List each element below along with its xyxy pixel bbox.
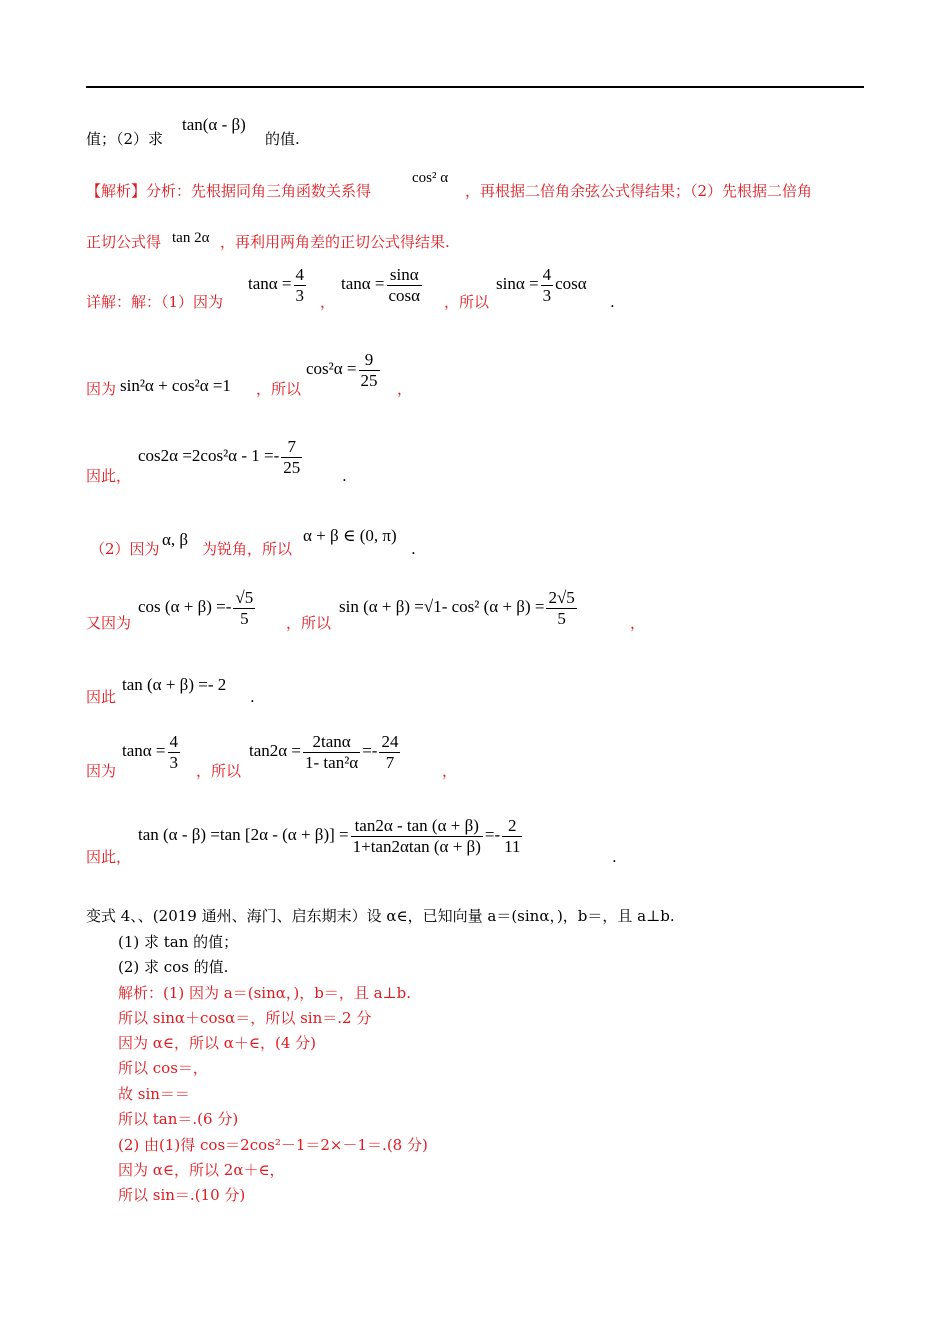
- s2-a: 因此，: [86, 467, 132, 485]
- s5-a: 因此: [86, 688, 117, 706]
- fraction: [379, 732, 400, 772]
- denominator: 11: [504, 836, 521, 856]
- eq-lhs: tanα =: [341, 273, 385, 293]
- fraction: [233, 588, 255, 628]
- eq-lhs: cos (α + β) =-: [138, 596, 232, 616]
- analysis-text-3: ，再利用两角差的正切公式得结果.: [220, 233, 450, 251]
- s5-b: .: [250, 688, 255, 706]
- variant-line: 因为 α∈，所以 α＋∈，(4 分): [118, 1034, 317, 1052]
- s7-tan-diff: [138, 816, 524, 856]
- so-text: ，所以: [444, 293, 490, 311]
- denominator: 1+tan2αtan (α + β): [352, 836, 481, 856]
- fraction: [303, 732, 360, 772]
- s3-b: 为锐角，所以: [202, 540, 293, 558]
- s1-c: ，: [397, 380, 413, 398]
- eq-lhs: cos²α =: [306, 358, 357, 378]
- numerator: sinα: [387, 265, 423, 286]
- analysis-line-2: 正切公式得: [86, 233, 162, 251]
- s3-range: α + β ∈ (0, π): [303, 526, 397, 545]
- fraction: [168, 732, 181, 772]
- eq-sin: [496, 265, 587, 305]
- variant-line: 所以 sin＝.(10 分): [118, 1186, 246, 1204]
- numerator: 2√5: [548, 588, 575, 607]
- s6-c: ，: [442, 762, 458, 780]
- numerator: 24: [381, 732, 399, 751]
- fraction: [294, 265, 307, 305]
- numerator: 7: [281, 437, 302, 458]
- eq-lhs: tanα =: [248, 273, 292, 293]
- s6-tan2a: [249, 732, 402, 772]
- s1-identity: sin²α + cos²α =1: [120, 376, 231, 395]
- variant-q1: (1) 求 tan 的值；: [118, 933, 239, 951]
- variant-line: 所以 tan＝.(6 分): [118, 1110, 239, 1128]
- s6-b: ，所以: [196, 762, 242, 780]
- variant-q2: (2) 求 cos 的值.: [118, 958, 229, 976]
- numerator: 4: [295, 265, 305, 284]
- numerator: √5: [235, 588, 254, 607]
- s6-tan: [122, 732, 182, 772]
- s1-a: 因为: [86, 380, 117, 398]
- denominator: 5: [557, 608, 566, 628]
- s3-a: （2）因为: [90, 540, 160, 558]
- variant-line: 故 sin＝＝: [118, 1085, 190, 1103]
- math-tan-diff: tan(α - β): [182, 115, 246, 134]
- eq-tan-ratio: [341, 265, 424, 305]
- eq-rhs: cosα: [555, 273, 587, 293]
- fraction: [351, 816, 483, 856]
- numerator: 2: [502, 816, 522, 837]
- eq-lhs: tan (α - β) =tan [2α - (α + β)] =: [138, 824, 349, 844]
- eq-tan-a: [248, 265, 308, 305]
- s3-c: .: [411, 540, 416, 558]
- analysis-line-1: [86, 182, 371, 200]
- variant-title: 变式 4、、(2019 通州、海门、启东期末）设 α∈，已知向量 a＝(sinα，)，b＝，且 a⊥b.: [86, 907, 675, 925]
- s3-alpha-beta: α, β: [162, 530, 189, 549]
- s4-a: 又因为: [86, 614, 132, 632]
- denominator: 25: [283, 457, 301, 477]
- header-rule: [86, 86, 864, 88]
- denominator: 3: [295, 285, 305, 305]
- fraction: [281, 437, 302, 477]
- s2-b: .: [342, 467, 347, 485]
- math-cos-sq: cos² α: [412, 170, 449, 186]
- variant-line: 所以 sinα＋cosα＝，所以 sin＝.2 分: [118, 1009, 372, 1027]
- detail-intro: 详解：解：（1）因为: [86, 293, 224, 311]
- fraction: [502, 816, 522, 856]
- variant-line: 所以 cos＝，: [118, 1059, 208, 1077]
- fraction: [387, 265, 423, 305]
- fraction: [359, 350, 380, 390]
- eq-lhs: tan2α =: [249, 740, 302, 760]
- eq-lhs: cos2α =2cos²α - 1 =-: [138, 445, 280, 465]
- analysis-tag: 【解析】: [86, 182, 147, 200]
- question-tail: [86, 130, 163, 148]
- denominator: 5: [240, 608, 249, 628]
- analysis-text: 分析：先根据同角三角函数关系得: [146, 182, 372, 200]
- s4-c: ，: [630, 614, 646, 632]
- question-text: 值；（2）求: [86, 130, 164, 148]
- s7-a: 因此，: [86, 848, 132, 866]
- s4-cos: [138, 588, 257, 628]
- eq-lhs: sinα =: [496, 273, 539, 293]
- denominator: 7: [385, 752, 395, 772]
- denominator: cosα: [388, 285, 421, 305]
- variant-line: 解析：(1) 因为 a＝(sinα，)，b＝，且 a⊥b.: [118, 984, 412, 1002]
- question-text-end: 的值.: [265, 130, 300, 148]
- eq-mid: =-: [362, 740, 378, 760]
- math-tan2a: tan 2α: [172, 230, 210, 246]
- denominator: 25: [360, 370, 378, 390]
- s2-cos2a: [138, 437, 304, 477]
- eq-lhs: sin (α + β) =√1- cos² (α + β) =: [339, 596, 545, 616]
- eq-mid: =-: [484, 824, 501, 844]
- numerator: 4: [542, 265, 552, 284]
- fraction: [541, 265, 554, 305]
- denominator: 1- tan²α: [305, 752, 359, 772]
- s6-a: 因为: [86, 762, 117, 780]
- s4-b: ，所以: [286, 614, 332, 632]
- numerator: 4: [169, 732, 179, 751]
- s1-b: ，所以: [256, 380, 302, 398]
- fraction: [546, 588, 576, 628]
- period: .: [610, 293, 615, 311]
- numerator: tan2α - tan (α + β): [351, 816, 483, 837]
- variant-line: 因为 α∈，所以 2α＋∈，: [118, 1161, 285, 1179]
- eq-lhs: tanα =: [122, 740, 166, 760]
- variant-line: (2) 由(1)得 cos＝2cos²－1＝2×－1＝.(8 分): [118, 1136, 428, 1154]
- sep: ，: [320, 293, 336, 311]
- numerator: 2tanα: [303, 732, 360, 753]
- analysis-text-2: ，再根据二倍角余弦公式得结果；（2）先根据二倍角: [465, 182, 813, 200]
- denominator: 3: [542, 285, 552, 305]
- s5-tan: tan (α + β) =- 2: [122, 675, 227, 694]
- denominator: 3: [169, 752, 179, 772]
- s1-cos-sq: [306, 350, 382, 390]
- numerator: 9: [359, 350, 380, 371]
- s7-b: .: [612, 848, 617, 866]
- s4-sin: [339, 588, 579, 628]
